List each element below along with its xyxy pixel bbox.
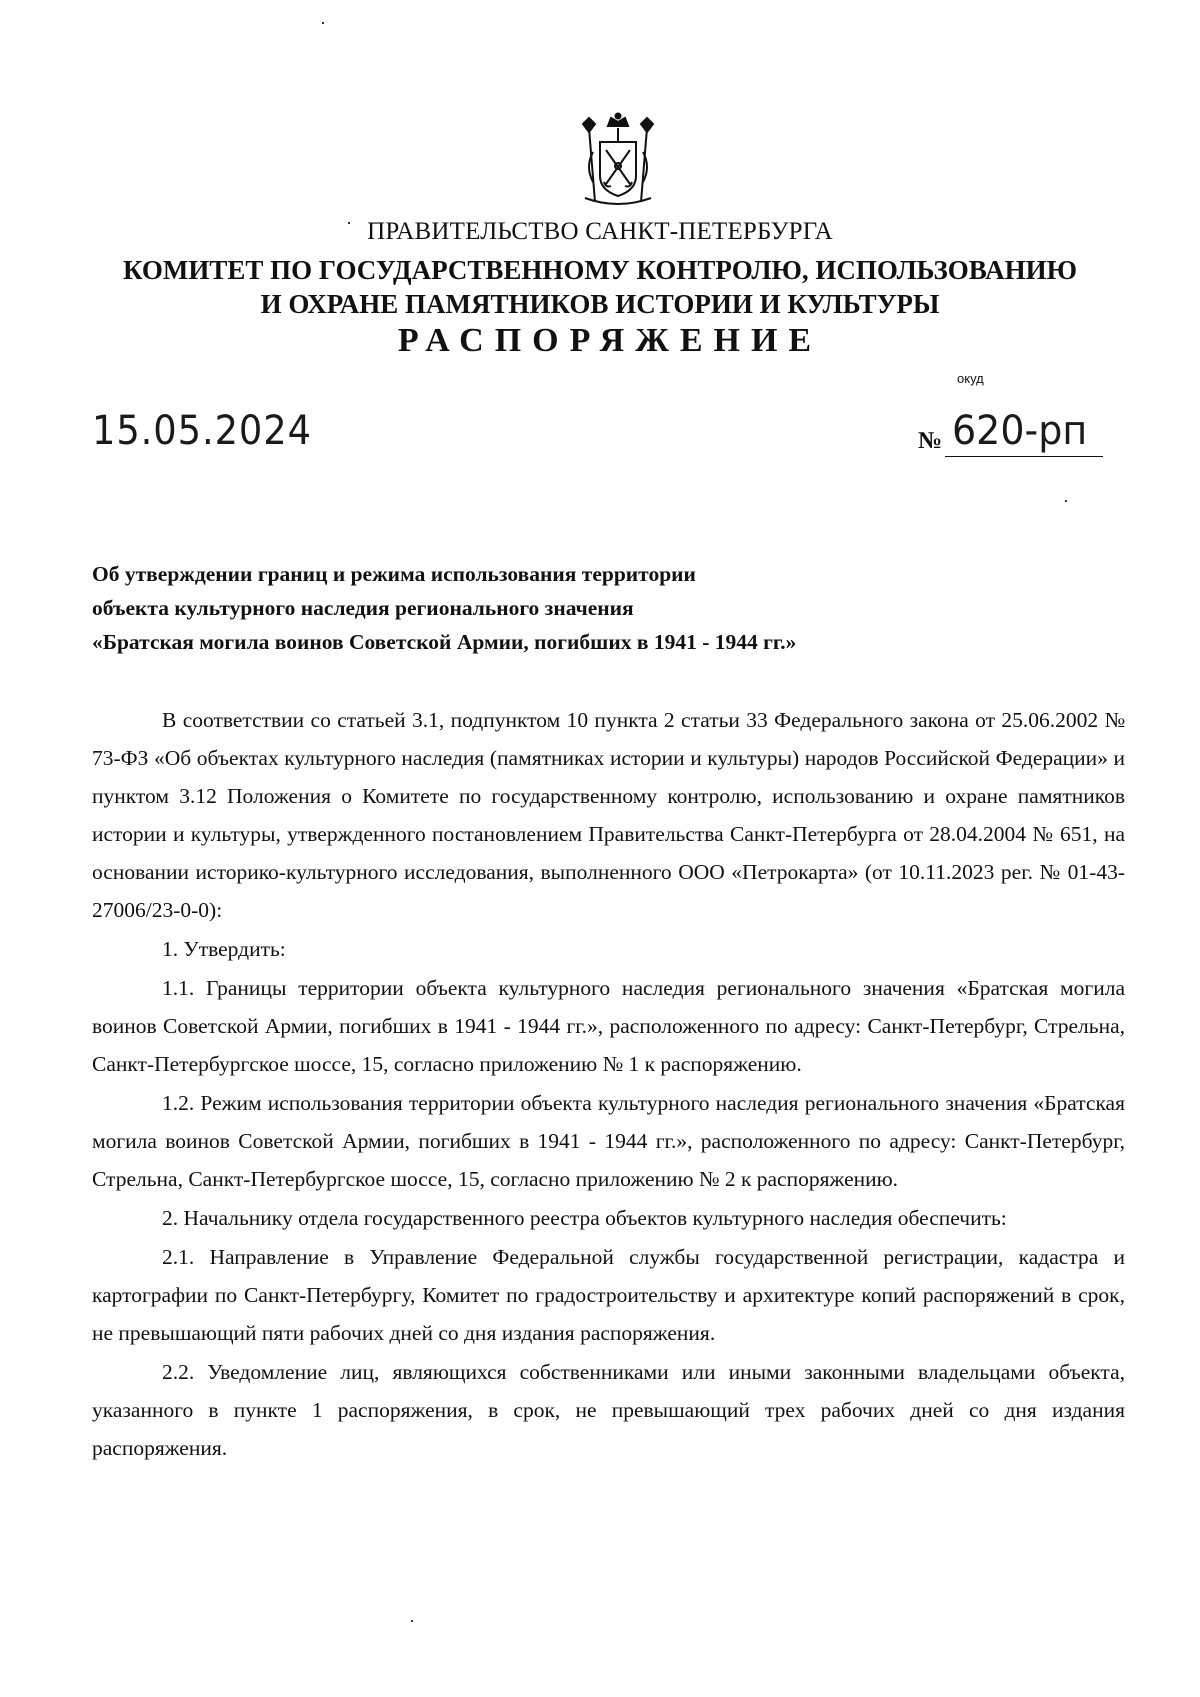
subject-line-2: объекта культурного наследия регионального значения xyxy=(92,596,634,620)
coat-of-arms-emblem xyxy=(575,112,661,212)
scan-speck xyxy=(322,22,324,24)
number-sign: № xyxy=(918,428,943,454)
scan-speck xyxy=(1065,500,1067,502)
okud-label: окуд xyxy=(957,371,984,386)
number-underline xyxy=(945,456,1103,457)
document-type-title: РАСПОРЯЖЕНИЕ xyxy=(397,322,823,359)
government-name: ПРАВИТЕЛЬСТВО САНКТ-ПЕТЕРБУРГА xyxy=(367,218,833,245)
paragraph-1: 1. Утвердить: xyxy=(162,937,286,961)
paragraph-2-1: 2.1. Направление в Управление Федеральной службы государственной регистрации, кадастра и картографии по Санкт-Петербургу, Комитет по градостроительству и архитектуре копий распоряжений в срок, не превышающий пяти рабочих дней со дня издания распоряжения. xyxy=(92,1245,1125,1345)
scan-speck xyxy=(411,1620,413,1622)
document-subject xyxy=(92,557,796,659)
paragraph-2: 2. Начальнику отдела государственного реестра объектов культурного наследия обеспечить: xyxy=(162,1206,1007,1230)
paragraph-2-2: 2.2. Уведомление лиц, являющихся собственниками или иными законными владельцами объекта, указанного в пункте 1 распоряжения, в срок, не превышающий трех рабочих дней со дня издания распоряжения. xyxy=(92,1360,1125,1460)
document-date: 15.05.2024 xyxy=(92,408,312,454)
document-number: 620-рп xyxy=(952,408,1088,454)
scan-speck xyxy=(348,222,350,224)
paragraph-1-2: 1.2. Режим использования территории объекта культурного наследия регионального значения «Братская могила воинов Советской Армии, погибших в 1941 - 1944 гг.», расположенного по адресу: Санкт-Петербург, Стрельна, Санкт-Петербургское шоссе, 15, согласно приложению № 2 к распоряжению. xyxy=(92,1091,1125,1191)
committee-name-line-1: КОМИТЕТ ПО ГОСУДАРСТВЕННОМУ КОНТРОЛЮ, ИСПОЛЬЗОВАНИЮ xyxy=(123,255,1077,285)
subject-line-1: Об утверждении границ и режима использования территории xyxy=(92,562,696,586)
document-body xyxy=(92,701,1125,1468)
paragraph-1-1: 1.1. Границы территории объекта культурного наследия регионального значения «Братская могила воинов Советской Армии, погибших в 1941 - 1944 гг.», расположенного по адресу: Санкт-Петербург, Стрельна, Санкт-Петербургское шоссе, 15, согласно приложению № 1 к распоряжению. xyxy=(92,976,1125,1076)
committee-name-line-2: И ОХРАНЕ ПАМЯТНИКОВ ИСТОРИИ И КУЛЬТУРЫ xyxy=(260,289,940,319)
preamble-paragraph: В соответствии со статьей 3.1, подпунктом 10 пункта 2 статьи 33 Федерального закона от 25.06.2002 № 73-ФЗ «Об объектах культурного наследия (памятниках истории и культуры) народов Российской Федерации» и пунктом 3.12 Положения о Комитете по государственному контролю, использованию и охране памятников истории и культуры, утвержденного постановлением Правительства Санкт-Петербурга от 28.04.2004 № 651, на основании историко-культурного исследования, выполненного ООО «Петрокарта» (от 10.11.2023 рег. № 01-43-27006/23-0-0): xyxy=(92,708,1125,922)
subject-line-3: «Братская могила воинов Советской Армии, погибших в 1941 - 1944 гг.» xyxy=(92,630,797,654)
